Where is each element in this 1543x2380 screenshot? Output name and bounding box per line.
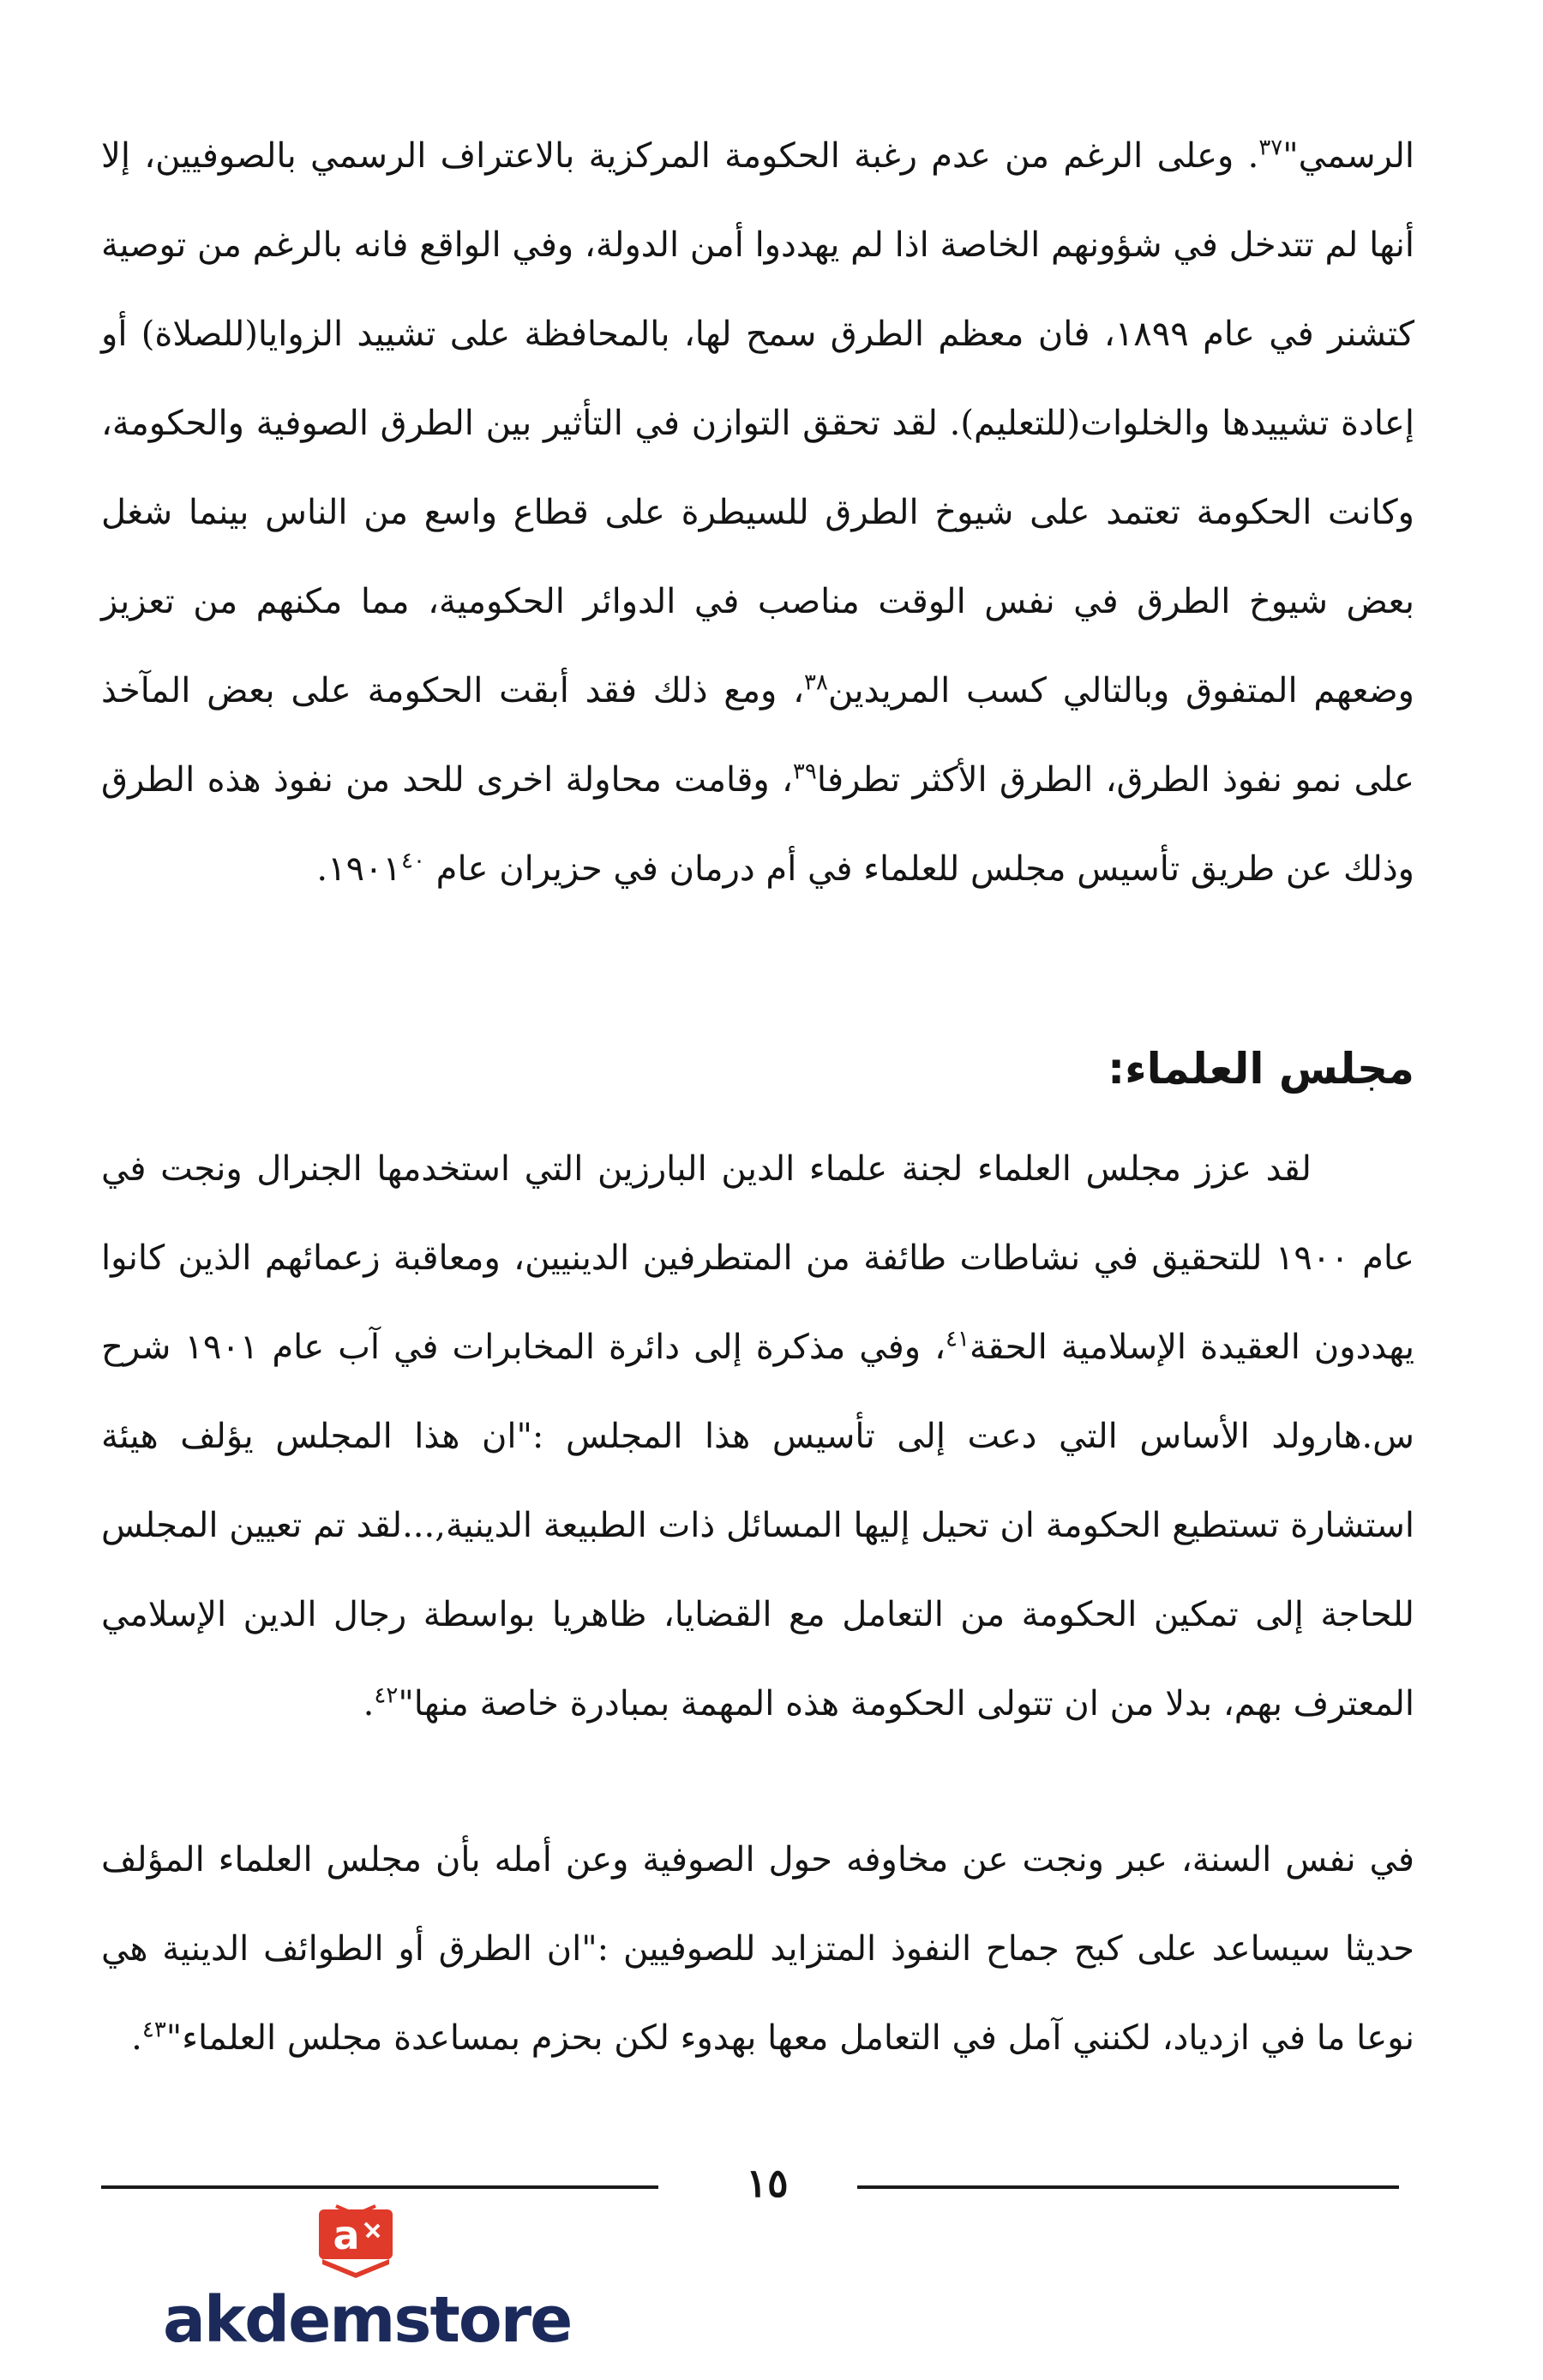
- paragraph-3-text-a: في نفس السنة، عبر ونجت عن مخاوفه حول الصوفية وعن أمله بأن مجلس العلماء المؤلف حديثا سيساعد على كبح جماح النفوذ المتزايد للصوفيين :"ان الطرق أو الطوائف الدينية هي نوعا ما في ازدياد، لكنني آمل في التعامل معها بهدوء لكن بحزم بمساعدة مجلس العلماء": [101, 1840, 1414, 2058]
- paragraph-3: [101, 1815, 1414, 2083]
- paragraph-3-text-b: .: [131, 2018, 142, 2058]
- footnote-ref-37: ٣٧: [1258, 135, 1283, 161]
- footnote-ref-40: ٤٠: [401, 848, 425, 874]
- logo-wordmark: akdemstore: [163, 2283, 572, 2357]
- paragraph-1-text-a: الرسمي": [1282, 136, 1414, 176]
- paragraph-1-text-c: ، ومع ذلك فقد أبقت الحكومة على بعض المآخذ على نمو نفوذ الطرق، الطرق الأكثر تطرفا: [101, 671, 1414, 800]
- footer-rule-left: [101, 2185, 658, 2189]
- paragraph-1-text-e: .: [316, 849, 328, 889]
- paragraph-2-text-c: .: [363, 1684, 375, 1724]
- paragraph-2-text-b: ، وفي مذكرة إلى دائرة المخابرات في آب عام ١٩٠١ شرح س.هارولد الأساس التي دعت إلى تأسيس هذا المجلس :"ان هذا المجلس يؤلف هيئة استشارة تستطيع الحكومة ان تحيل إليها المسائل ذات الطبيعة الدينية,...لقد تم تعيين المجلس للحاجة إلى تمكين الحكومة من التعامل مع القضايا، ظاهريا بواسطة رجال الدين الإسلامي المعترف بهم، بدلا من ان تتولى الحكومة هذه المهمة بمبادرة خاصة منها": [101, 1328, 1414, 1724]
- paragraph-2-text-a: لقد عزز مجلس العلماء لجنة علماء الدين البارزين التي استخدمها الجنرال ونجت في عام ١٩٠٠ للتحقيق في نشاطات طائفة من المتطرفين الدينيين، ومعاقبة زعمائهم الذين كانوا يهددون العقيدة الإسلامية الحقة: [101, 1149, 1414, 1367]
- book-a-icon: [310, 2204, 401, 2280]
- paragraph-1: [101, 111, 1414, 914]
- footnote-ref-39: ٣٩: [792, 758, 817, 785]
- footnote-ref-43: ٤٣: [141, 2017, 166, 2043]
- section-heading: مجلس العلماء:: [1108, 1044, 1414, 1094]
- paragraph-1-text-d: ، وقامت محاولة اخرى للحد من نفوذ هذه الطرق وذلك عن طريق تأسيس مجلس للعلماء في أم درمان في حزيران عام ١٩٠١: [101, 760, 1414, 889]
- footer-rule-right: [857, 2185, 1399, 2189]
- paragraph-2: [101, 1124, 1414, 1748]
- footnote-ref-42: ٤٢: [374, 1682, 399, 1709]
- footnote-ref-41: ٤١: [946, 1326, 970, 1352]
- footnote-ref-38: ٣٨: [804, 669, 828, 696]
- akdemstore-logo: [163, 2204, 572, 2367]
- page-number: ١٥: [746, 2160, 789, 2206]
- svg-text:a: a: [333, 2212, 360, 2258]
- paragraph-1-text-b: . وعلى الرغم من عدم رغبة الحكومة المركزية بالاعتراف الرسمي بالصوفيين، إلا أنها لم تتدخل في شؤونهم الخاصة اذا لم يهددوا أمن الدولة، وفي الواقع فانه بالرغم من توصية كتشنر في عام ١٨٩٩، فان معظم الطرق سمح لها، بالمحافظة على تشييد الزوايا(للصلاة) أو إعادة تشييدها والخلوات(للتعليم). لقد تحقق التوازن في التأثير بين الطرق الصوفية والحكومة، وكانت الحكومة تعتمد على شيوخ الطرق للسيطرة على قطاع واسع من الناس بينما شغل بعض شيوخ الطرق في نفس الوقت مناصب في الدوائر الحكومية، مما مكنهم من تعزيز وضعهم المتفوق وبالتالي كسب المريدين: [101, 136, 1415, 710]
